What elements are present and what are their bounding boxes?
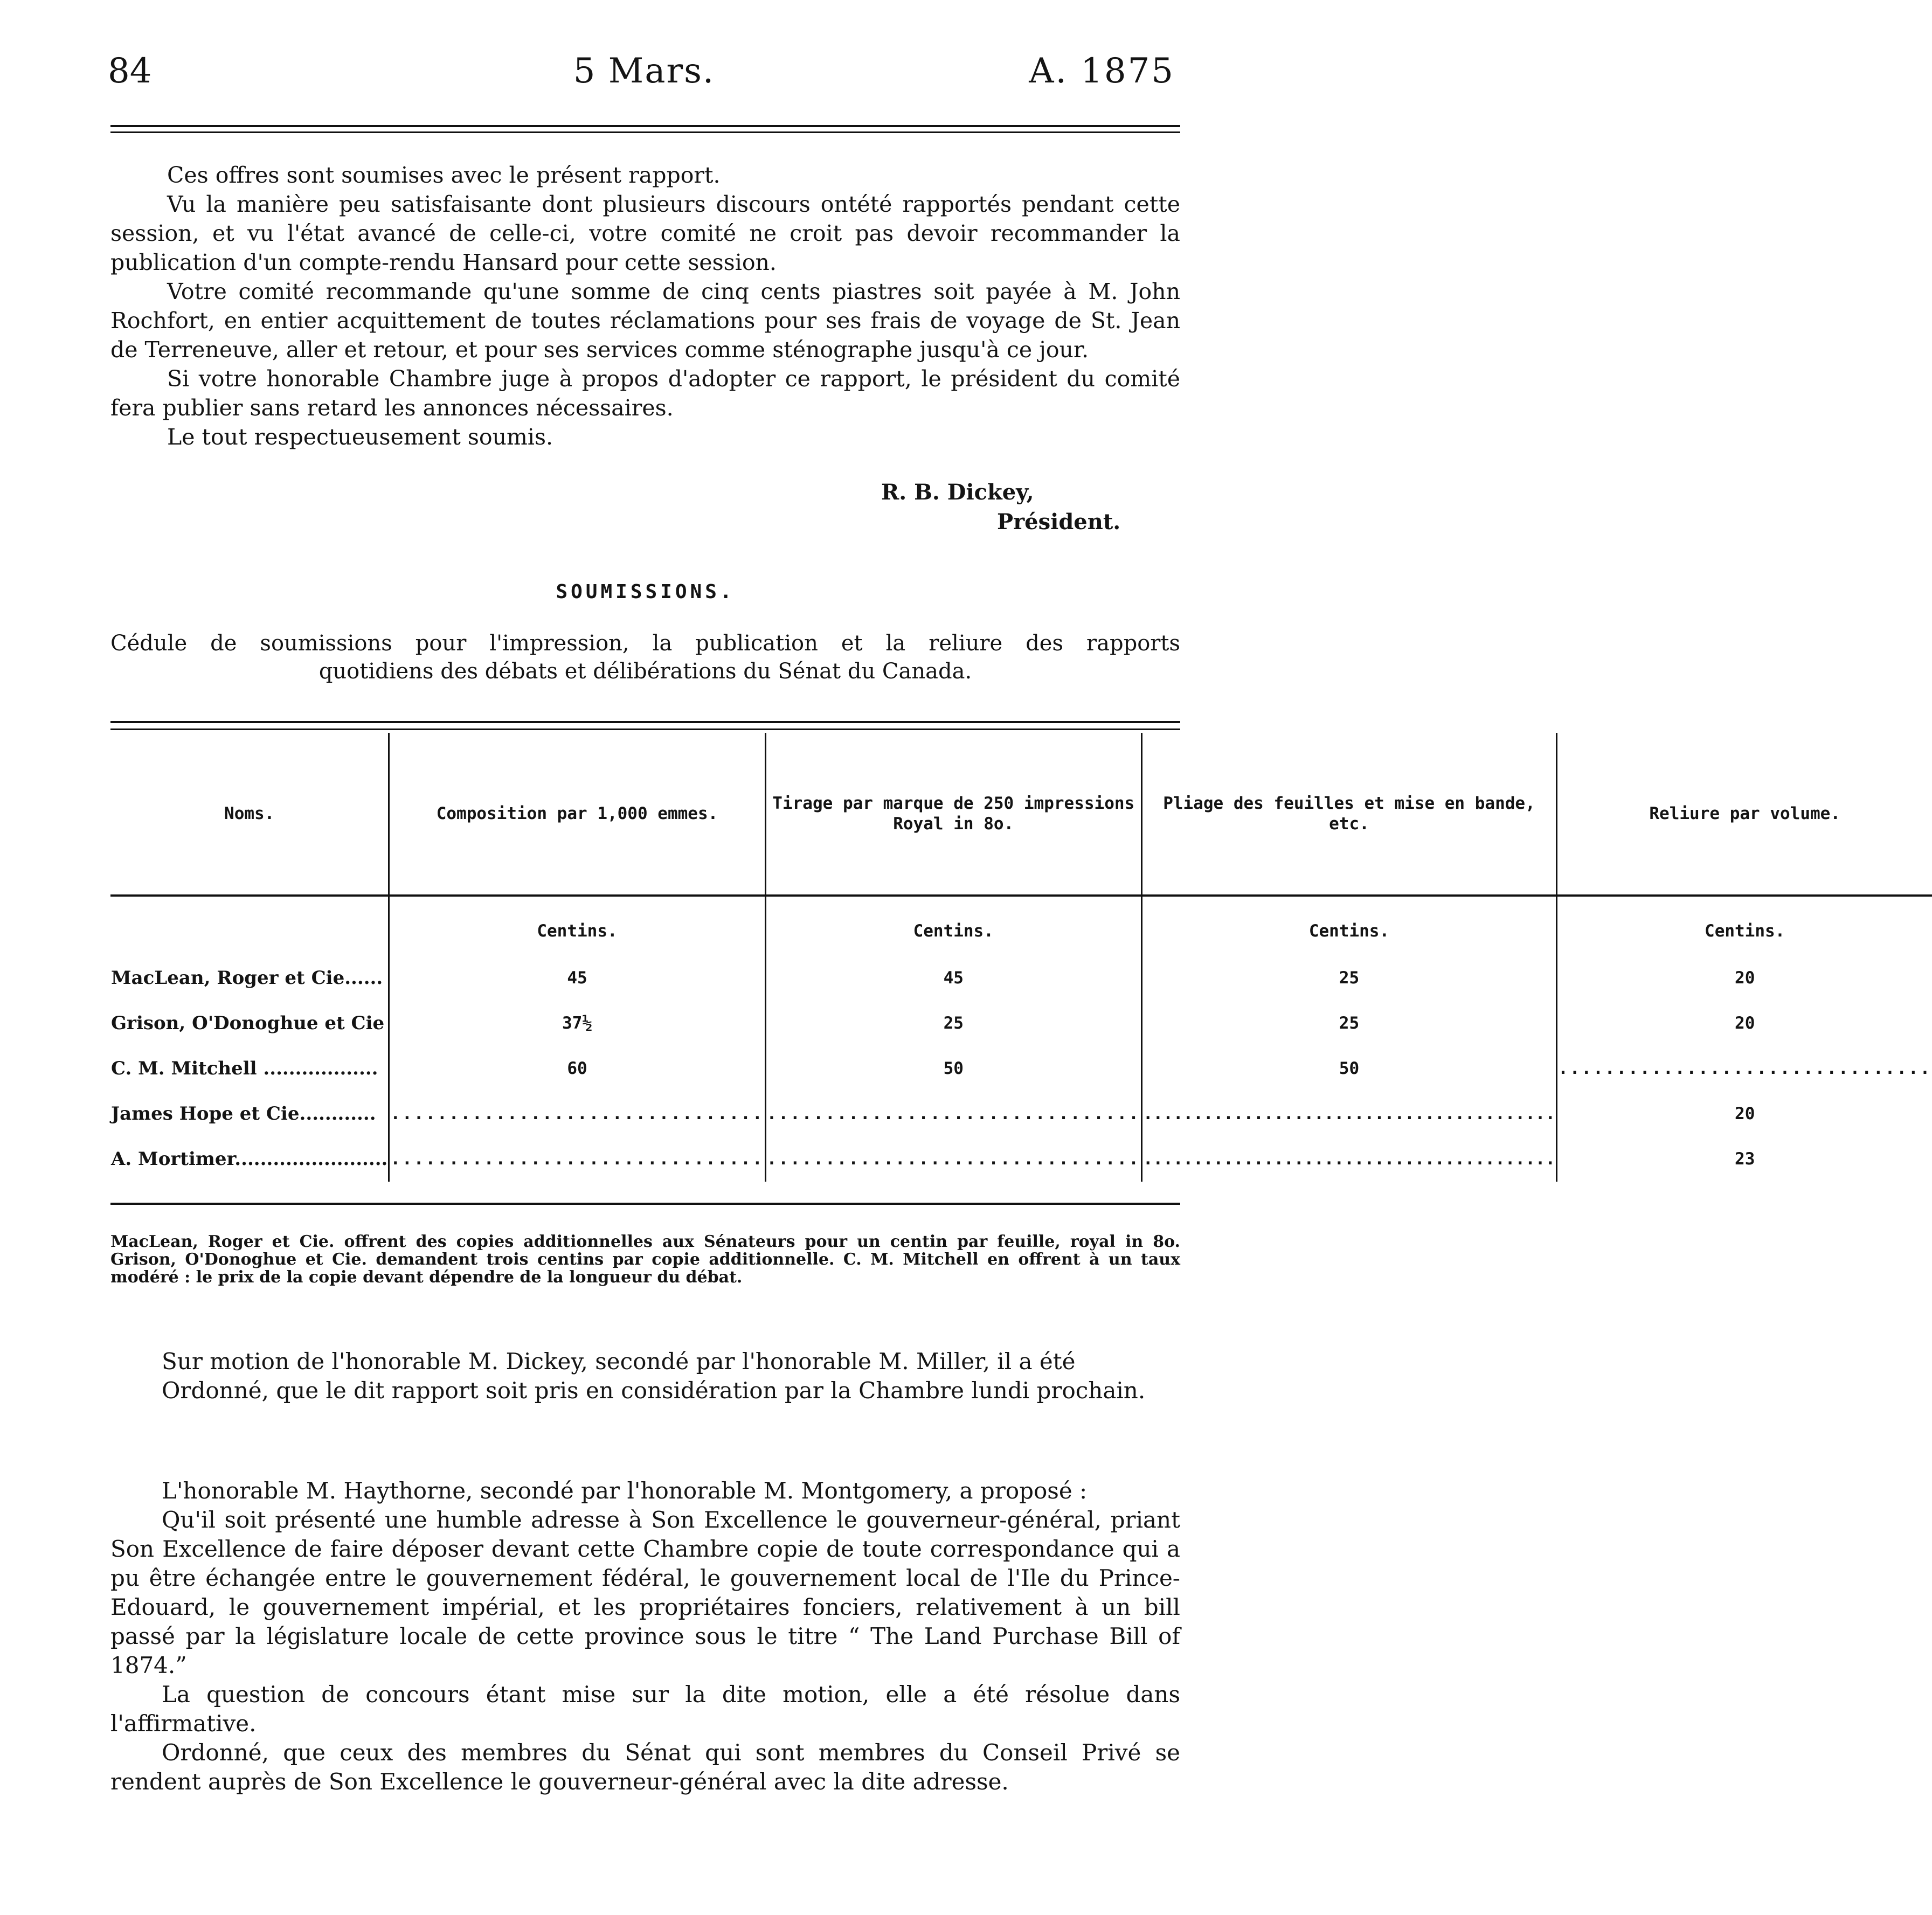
row-tirage: ................................ xyxy=(765,1091,1141,1136)
motion-paragraph: Qu'il soit présenté une humble adresse à Son Excellence le gouverneur-général, priant Son Excellence de faire déposer devant cette Chambre copie de toute correspondance qui a pu être échangée entre le gouvernement fédéral, le gouvernement local de l'Ile du Prince-Edouard, le gouvernement impérial, et les propriétaires fonciers, relativement à un bill passé par la législature locale de cette province sous le titre “ The Land Purchase Bill of 1874.” xyxy=(110,1507,1180,1678)
row-composition: ................................ xyxy=(389,1136,765,1182)
report-paragraph: Le tout respectueusement soumis. xyxy=(167,424,553,450)
row-pliage: 25 xyxy=(1141,955,1556,1001)
row-name: A. Mortimer........................ xyxy=(111,1148,388,1170)
cedule-line-2: quotidiens des débats et délibérations du Sénat du Canada. xyxy=(318,659,972,684)
motion-paragraph: Ordonné, que ceux des membres du Sénat qui sont membres du Conseil Privé se rendent auprès de Son Excellence le gouverneur-général avec la dite adresse. xyxy=(110,1739,1180,1795)
header-tirage: Tirage par marque de 250 impressions Royal in 8o. xyxy=(765,733,1141,896)
row-pliage: 25 xyxy=(1141,1001,1556,1046)
row-reliure: ................................ xyxy=(1557,1046,1932,1091)
report-paragraph: Votre comité recommande qu'une somme de cinq cents piastres soit payée à M. John Rochfort, en entier acquittement de toutes réclamations pour ses frais de voyage de St. Jean de Terreneuve, aller et retour, et pour ses services comme sténographe jusqu'à ce jour. xyxy=(110,279,1180,363)
submissions-table xyxy=(110,733,1932,1182)
signature-title: Président. xyxy=(997,509,1121,535)
row-name: MacLean, Roger et Cie...... xyxy=(111,967,383,989)
header-composition: Composition par 1,000 emmes. xyxy=(389,733,765,896)
row-reliure: 23 xyxy=(1557,1136,1932,1182)
row-name: C. M. Mitchell .................. xyxy=(111,1058,378,1079)
header-date: 5 Mars. xyxy=(573,51,715,91)
motion-line: Sur motion de l'honorable M. Dickey, secondé par l'honorable M. Miller, il a été xyxy=(162,1348,1076,1375)
table-header-row xyxy=(110,733,1932,896)
row-tirage: ................................ xyxy=(765,1136,1141,1182)
header-year: A. 1875 xyxy=(1029,51,1175,91)
table-row xyxy=(110,1091,1932,1136)
table-row xyxy=(110,1001,1932,1046)
table-footnote: MacLean, Roger et Cie. offrent des copies additionnelles aux Sénateurs pour un centin par feuille, royal in 8o. Grison, O'Donoghue et Cie. demandent trois centins par copie additionnelle. C. M. Mitchell en offrent à un taux modéré : le prix de la copie devant dépendre de la longueur du débat. xyxy=(110,1232,1180,1287)
row-reliure: 20 xyxy=(1557,1091,1932,1136)
motion-paragraph: La question de concours étant mise sur la dite motion, elle a été résolue dans l'affirmative. xyxy=(110,1681,1180,1737)
row-composition: 37½ xyxy=(389,1001,765,1046)
table-row xyxy=(110,1046,1932,1091)
page-number: 84 xyxy=(108,51,152,91)
unit-composition: Centins. xyxy=(389,896,765,955)
header-pliage: Pliage des feuilles et mise en bande, etc. xyxy=(1141,733,1556,896)
row-composition: 45 xyxy=(389,955,765,1001)
table-row xyxy=(110,1136,1932,1182)
motion-paragraph: L'honorable M. Haythorne, secondé par l'honorable M. Montgomery, a proposé : xyxy=(162,1477,1088,1504)
row-tirage: 50 xyxy=(765,1046,1141,1091)
motion-dickey xyxy=(110,1347,1180,1405)
row-name: James Hope et Cie............ xyxy=(111,1103,376,1125)
row-composition: ................................ xyxy=(389,1091,765,1136)
page-header xyxy=(108,51,1180,100)
row-name: Grison, O'Donoghue et Cie xyxy=(111,1012,385,1034)
row-pliage: ......................................... xyxy=(1141,1091,1556,1136)
cedule-line-1: Cédule de soumissions pour l'impression, la publication et la reliure des rapports xyxy=(110,631,1180,656)
header-reliure: Reliure par volume. xyxy=(1557,733,1932,896)
report-text xyxy=(110,161,1180,452)
row-composition: 60 xyxy=(389,1046,765,1091)
header-rule-top xyxy=(110,125,1180,127)
header-rule-bottom xyxy=(110,131,1180,133)
unit-reliure: Centins. xyxy=(1557,896,1932,955)
cedule-caption xyxy=(110,629,1180,685)
unit-pliage: Centins. xyxy=(1141,896,1556,955)
row-tirage: 45 xyxy=(765,955,1141,1001)
report-paragraph: Si votre honorable Chambre juge à propos d'adopter ce rapport, le président du comité fera publier sans retard les annonces nécessaires. xyxy=(110,366,1180,421)
table-rule-top xyxy=(110,721,1180,723)
report-paragraph: Vu la manière peu satisfaisante dont plusieurs discours ontété rapportés pendant cette session, et vu l'état avancé de celle-ci, votre comité ne croit pas devoir recommander la publication d'un compte-rendu Hansard pour cette session. xyxy=(110,191,1180,275)
signature-name: R. B. Dickey, xyxy=(881,480,1034,505)
row-pliage: ......................................... xyxy=(1141,1136,1556,1182)
motion-haythorne xyxy=(110,1476,1180,1796)
row-reliure: 20 xyxy=(1557,955,1932,1001)
units-empty xyxy=(110,896,389,955)
table-rule-top-2 xyxy=(110,728,1180,730)
row-pliage: 50 xyxy=(1141,1046,1556,1091)
row-tirage: 25 xyxy=(765,1001,1141,1046)
units-row xyxy=(110,896,1932,955)
table-row xyxy=(110,955,1932,1001)
table-rule-bottom xyxy=(110,1203,1180,1205)
section-title: SOUMISSIONS. xyxy=(556,581,735,603)
row-reliure: 20 xyxy=(1557,1001,1932,1046)
motion-line: Ordonné, que le dit rapport soit pris en considération par la Chambre lundi prochain. xyxy=(162,1377,1146,1404)
report-paragraph: Ces offres sont soumises avec le présent rapport. xyxy=(167,162,721,188)
unit-tirage: Centins. xyxy=(765,896,1141,955)
header-noms: Noms. xyxy=(224,804,275,823)
